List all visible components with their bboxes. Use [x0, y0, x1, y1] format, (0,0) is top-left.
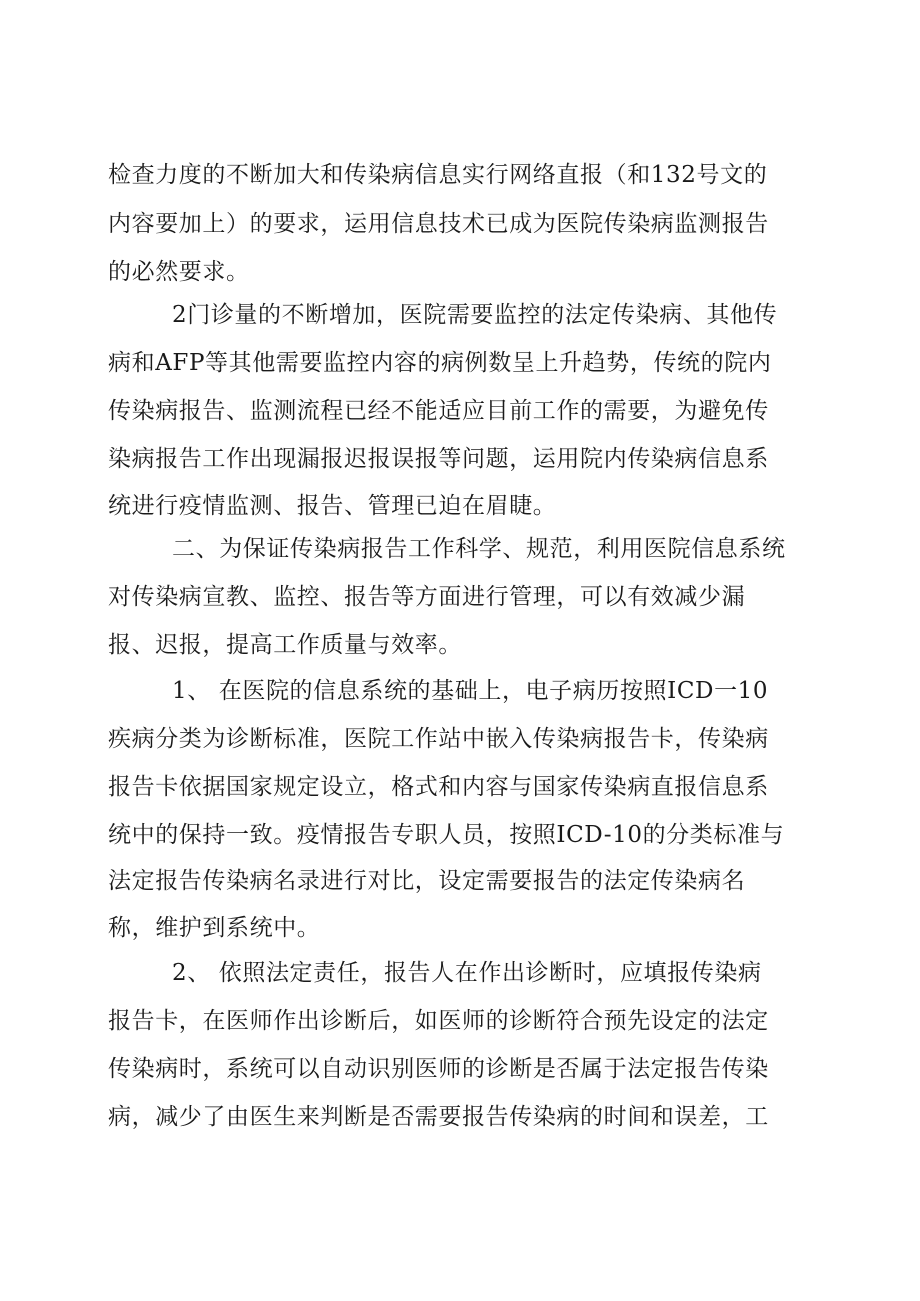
text-line: 2、 依照法定责任，报告人在作出诊断时，应填报传染病 — [172, 960, 762, 986]
text-line: 统中的保持一致。疫情报告专职人员，按照ICD-10的分类标准与 — [108, 822, 785, 848]
text-line: 对传染病宣教、监控、报告等方面进行管理，可以有效减少漏 — [108, 584, 746, 610]
text-line: 病和AFP等其他需要监控内容的病例数呈上升趋势，传统的院内 — [108, 350, 772, 376]
text-line: 法定报告传染病名录进行对比，设定需要报告的法定传染病名 — [108, 868, 746, 894]
text-line: 报、迟报，提高工作质量与效率。 — [108, 632, 462, 658]
text-line: 传染病时，系统可以自动识别医师的诊断是否属于法定报告传染 — [108, 1056, 769, 1082]
text-line: 统进行疫情监测、报告、管理已迫在眉睫。 — [108, 493, 557, 519]
text-line: 传染病报告、监测流程已经不能适应目前工作的需要，为避免传 — [108, 398, 769, 424]
text-line: 检查力度的不断加大和传染病信息实行网络直报（和132号文的 — [108, 162, 768, 188]
text-line: 疾病分类为诊断标准，医院工作站中嵌入传染病报告卡，传染病 — [108, 726, 769, 752]
text-line: 称，维护到系统中。 — [108, 915, 321, 941]
text-line: 内容要加上）的要求，运用信息技术已成为医院传染病监测报告 — [108, 211, 769, 237]
text-line: 病，减少了由医生来判断是否需要报告传染病的时间和误差，工 — [108, 1104, 769, 1130]
text-line: 1、 在医院的信息系统的基础上，电子病历按照ICD一10 — [172, 678, 769, 704]
text-line: 的必然要求。 — [108, 259, 250, 285]
text-line: 2门诊量的不断增加，医院需要监控的法定传染病、其他传 — [172, 302, 778, 328]
text-line: 报告卡依据国家规定设立，格式和内容与国家传染病直报信息系 — [108, 774, 769, 800]
text-line: 报告卡，在医师作出诊断后，如医师的诊断符合预先设定的法定 — [108, 1008, 769, 1034]
text-line: 二、为保证传染病报告工作科学、规范，利用医院信息系统 — [172, 536, 786, 562]
text-line: 染病报告工作出现漏报迟报误报等问题，运用院内传染病信息系 — [108, 446, 769, 472]
